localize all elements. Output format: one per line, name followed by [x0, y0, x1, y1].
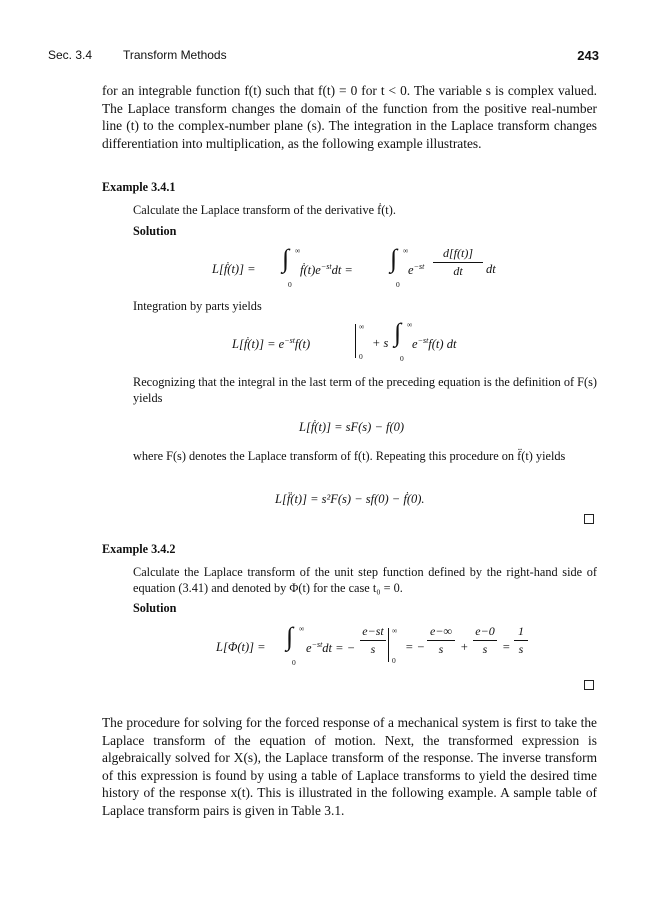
eq5-integral: ∫ [286, 622, 294, 651]
eq5-frac2-bar [427, 640, 455, 641]
section-topic: Transform Methods [123, 48, 227, 62]
eq2-eval-lower: 0 [359, 352, 363, 361]
intro-paragraph: for an integrable function f(t) such that f(t) = 0 for t < 0. The variable s is complex valued. The Laplace transform changes the domain of the function from the positive real-number line (t) to the complex-number plane (s). The integration in the Laplace transform changes differentiation into multiplication, as the following example illustrates. [102, 83, 597, 151]
integration-by-parts-text: Integration by parts yields [133, 299, 262, 313]
example-2-statement: Calculate the Laplace transform of the unit step function defined by the right-hand side of equation (3.41) and denoted by Φ(t) for the case t₀ = 0. [133, 565, 597, 596]
closing-paragraph: The procedure for solving for the forced response of a mechanical system is first to take the Laplace transform of the equation of motion. Next, the transformed expression is algebraically solved for X(s), the Laplace transform of the response. The inverse transform of this expression is found by using a table of Laplace transforms to yield the desired time history of the response x(t). This is illustrated in the following example. A sample table of Laplace transform pairs is given in Table 3.1. [102, 715, 597, 818]
end-of-example-1-box [584, 514, 594, 524]
eq5-plus: + [460, 640, 469, 654]
eq1-upper-limit: ∞ [295, 246, 301, 255]
eq1-lower-limit-2: 0 [396, 280, 400, 289]
page-number: 243 [577, 48, 599, 63]
eq2-integrand-tail: f(t) dt [428, 337, 457, 352]
eq5-eq: = − [405, 640, 425, 654]
eq5-e: e [306, 641, 312, 656]
eq2-eval-upper: ∞ [359, 322, 365, 331]
eq5-frac4-bar [514, 640, 528, 641]
eq1-frac-den: dt [453, 264, 463, 278]
eq2-plus-s: + s [372, 336, 389, 350]
eq5-frac2 [427, 624, 455, 657]
eq2-integral: ∫ [394, 318, 402, 347]
eq5-lhs: L[Φ(t)] = [216, 640, 266, 654]
example-2-title: Example 3.4.2 [102, 542, 176, 556]
eq5-eval-lower: 0 [392, 656, 396, 665]
eq1-integrand-tail: dt = [331, 263, 353, 278]
equation-4: L[f̈(t)] = s²F(s) − sf(0) − ḟ(0). [275, 492, 425, 506]
eq1-dt: dt [486, 262, 496, 276]
eq2-e: e [412, 337, 418, 352]
eq5-frac1 [360, 624, 386, 657]
eq2-f: f(t) [294, 337, 311, 352]
eq1-frac-bar [433, 262, 483, 263]
eq5-eval-upper: ∞ [392, 626, 398, 635]
eq1-fraction [433, 246, 483, 279]
example-2-solution-label: Solution [133, 601, 177, 615]
eq1-exponent: −st [320, 262, 332, 271]
eq5-upper-limit: ∞ [299, 624, 305, 633]
eq5-frac2-num: e−∞ [430, 624, 452, 638]
eq5-frac4 [514, 624, 528, 657]
eq5-frac1-num: e−st [362, 624, 384, 638]
eq1-rhs-exponent: −st [413, 262, 425, 271]
eq1-integral-2: ∫ [390, 244, 398, 273]
example-1-title: Example 3.4.1 [102, 180, 176, 194]
eq2-exponent: −st [284, 336, 295, 345]
eq2-lhs-text: L[ḟ(t)] = e [232, 337, 285, 352]
eq1-lhs: L[ḟ(t)] = [212, 262, 256, 276]
eq5-integrand [306, 640, 355, 656]
eq2-upper-limit: ∞ [407, 320, 413, 329]
eq2-integrand [412, 336, 456, 352]
eq1-integrand-base: ḟ(t)e [300, 263, 321, 278]
eq5-frac1-bar [360, 640, 386, 641]
eq5-exponent: −st [311, 640, 323, 649]
end-of-example-2-box [584, 680, 594, 690]
eq1-lower-limit: 0 [288, 280, 292, 289]
eq5-evaluation-bar [388, 628, 389, 662]
section-label: Sec. 3.4 [48, 48, 93, 62]
eq2-lower-limit: 0 [400, 354, 404, 363]
example-1-statement: Calculate the Laplace transform of the derivative ḟ(t). [133, 203, 396, 217]
eq5-frac3 [473, 624, 497, 657]
eq5-dt: dt = − [322, 641, 356, 656]
eq1-integrand [300, 262, 353, 278]
page-header [48, 48, 599, 66]
eq5-lower-limit: 0 [292, 658, 296, 667]
eq5-frac3-bar [473, 640, 497, 641]
eq5-frac3-den: s [482, 642, 488, 656]
eq1-upper-limit-2: ∞ [403, 246, 409, 255]
eq1-integral: ∫ [282, 244, 290, 273]
equation-3: L[ḟ(t)] = sF(s) − f(0) [299, 420, 405, 434]
eq2-lhs [232, 336, 310, 352]
eq5-frac3-num: e−0 [475, 624, 495, 638]
eq1-frac-num: d[f(t)] [443, 246, 473, 260]
eq1-rhs-base: e [408, 263, 414, 278]
recognizing-text: Recognizing that the integral in the last term of the preceding equation is the definition of F(s) yields [133, 375, 597, 406]
eq1-rhs [408, 262, 424, 278]
eq5-frac2-den: s [438, 642, 444, 656]
eq5-frac4-den: s [518, 642, 524, 656]
eq5-eq2: = [502, 640, 511, 654]
where-text: where F(s) denotes the Laplace transform of f(t). Repeating this procedure on f̈(t) yields [133, 449, 566, 463]
eq2-evaluation-bar [355, 324, 356, 358]
eq2-integrand-exponent: −st [417, 336, 429, 345]
example-1-solution-label: Solution [133, 224, 177, 238]
eq5-frac4-num: 1 [518, 624, 524, 638]
eq5-frac1-den: s [370, 642, 376, 656]
